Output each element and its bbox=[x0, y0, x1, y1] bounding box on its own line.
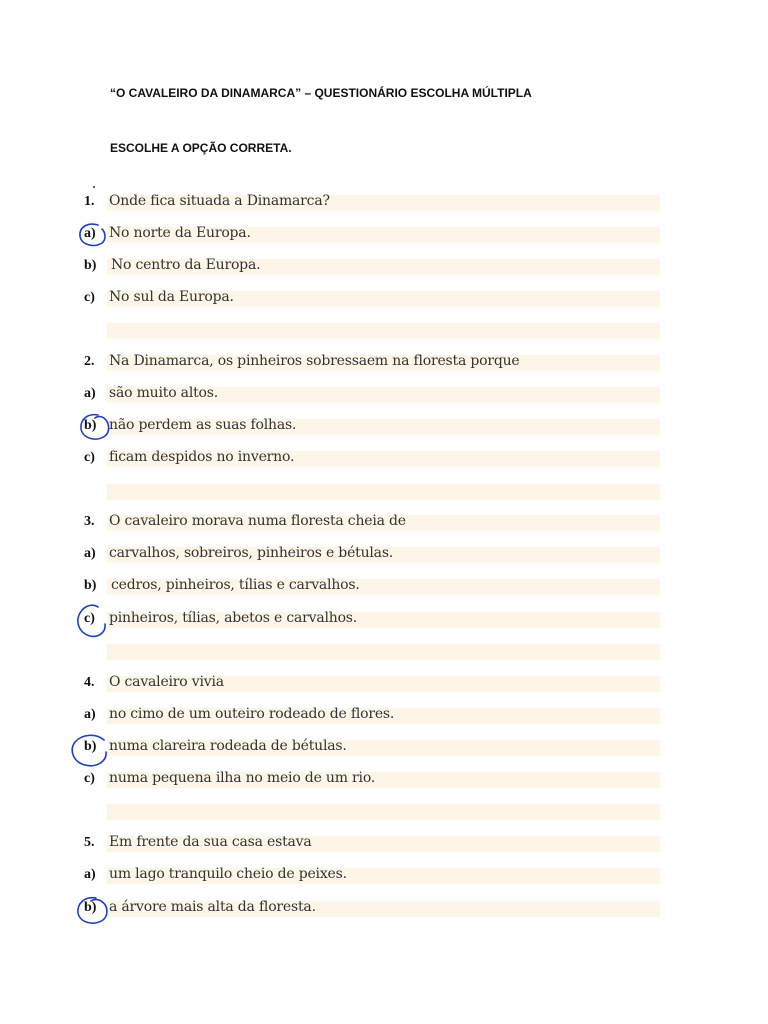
option-5b[interactable] bbox=[84, 898, 660, 920]
option-marker: b) bbox=[84, 739, 97, 754]
option-marker: b) bbox=[84, 578, 97, 593]
option-marker: c) bbox=[84, 290, 95, 305]
option-text: um lago tranquilo cheio de peixes. bbox=[109, 866, 347, 882]
option-marker: a) bbox=[84, 546, 96, 561]
option-3b[interactable] bbox=[84, 576, 660, 598]
question-text: Na Dinamarca, os pinheiros sobressaem na floresta porque bbox=[109, 353, 520, 369]
question-1 bbox=[84, 192, 660, 214]
option-2a[interactable] bbox=[84, 384, 660, 406]
option-marker: a) bbox=[84, 386, 96, 401]
option-marker: a) bbox=[84, 707, 96, 722]
option-text: são muito altos. bbox=[109, 385, 218, 401]
question-number: 1. bbox=[84, 194, 95, 209]
blank-line bbox=[84, 801, 660, 823]
option-marker: b) bbox=[84, 900, 97, 915]
question-number: 3. bbox=[84, 514, 95, 529]
option-marker: b) bbox=[84, 418, 97, 433]
option-4b[interactable] bbox=[84, 737, 660, 759]
option-marker: c) bbox=[84, 611, 95, 626]
option-text: numa pequena ilha no meio de um rio. bbox=[109, 770, 376, 786]
option-marker: c) bbox=[84, 450, 95, 465]
question-text: O cavaleiro vivia bbox=[109, 674, 224, 690]
option-2c[interactable] bbox=[84, 448, 660, 470]
option-3a[interactable] bbox=[84, 544, 660, 566]
question-number: 2. bbox=[84, 354, 95, 369]
question-text: Onde fica situada a Dinamarca? bbox=[109, 193, 330, 209]
question-number: 4. bbox=[84, 675, 95, 690]
option-text: a árvore mais alta da floresta. bbox=[109, 899, 316, 915]
option-5a[interactable] bbox=[84, 865, 660, 887]
worksheet-instruction: ESCOLHE A OPÇÃO CORRETA. bbox=[110, 141, 292, 155]
option-text: não perdem as suas folhas. bbox=[109, 417, 297, 433]
option-marker: a) bbox=[84, 226, 96, 241]
question-4 bbox=[84, 673, 660, 695]
option-text: carvalhos, sobreiros, pinheiros e bétulas. bbox=[109, 545, 394, 561]
option-marker: c) bbox=[84, 771, 95, 786]
option-1b[interactable] bbox=[84, 256, 660, 278]
question-3 bbox=[84, 512, 660, 534]
question-text: O cavaleiro morava numa floresta cheia de bbox=[109, 513, 406, 529]
option-text: numa clareira rodeada de bétulas. bbox=[109, 738, 347, 754]
blank-line bbox=[84, 481, 660, 503]
option-text: No centro da Europa. bbox=[111, 257, 261, 273]
option-1c[interactable] bbox=[84, 288, 660, 310]
question-text: Em frente da sua casa estava bbox=[109, 834, 312, 850]
question-number: 5. bbox=[84, 835, 95, 850]
option-text: pinheiros, tílias, abetos e carvalhos. bbox=[109, 610, 358, 626]
option-1a[interactable] bbox=[84, 224, 660, 246]
option-3c[interactable] bbox=[84, 609, 660, 631]
option-text: cedros, pinheiros, tílias e carvalhos. bbox=[111, 577, 360, 593]
option-4c[interactable] bbox=[84, 769, 660, 791]
worksheet-title: “O CAVALEIRO DA DINAMARCA” – QUESTIONÁRIO ESCOLHA MÚLTIPLA bbox=[110, 86, 532, 100]
option-text: No sul da Europa. bbox=[109, 289, 234, 305]
blank-line bbox=[84, 641, 660, 663]
option-text: No norte da Europa. bbox=[109, 225, 251, 241]
option-text: no cimo de um outeiro rodeado de flores. bbox=[109, 706, 395, 722]
option-marker: a) bbox=[84, 867, 96, 882]
option-text: ficam despidos no inverno. bbox=[109, 449, 295, 465]
blank-line bbox=[84, 320, 660, 342]
stray-mark bbox=[93, 186, 95, 188]
option-marker: b) bbox=[84, 258, 97, 273]
question-2 bbox=[84, 352, 660, 374]
option-2b[interactable] bbox=[84, 416, 660, 438]
question-5 bbox=[84, 833, 660, 855]
option-4a[interactable] bbox=[84, 705, 660, 727]
